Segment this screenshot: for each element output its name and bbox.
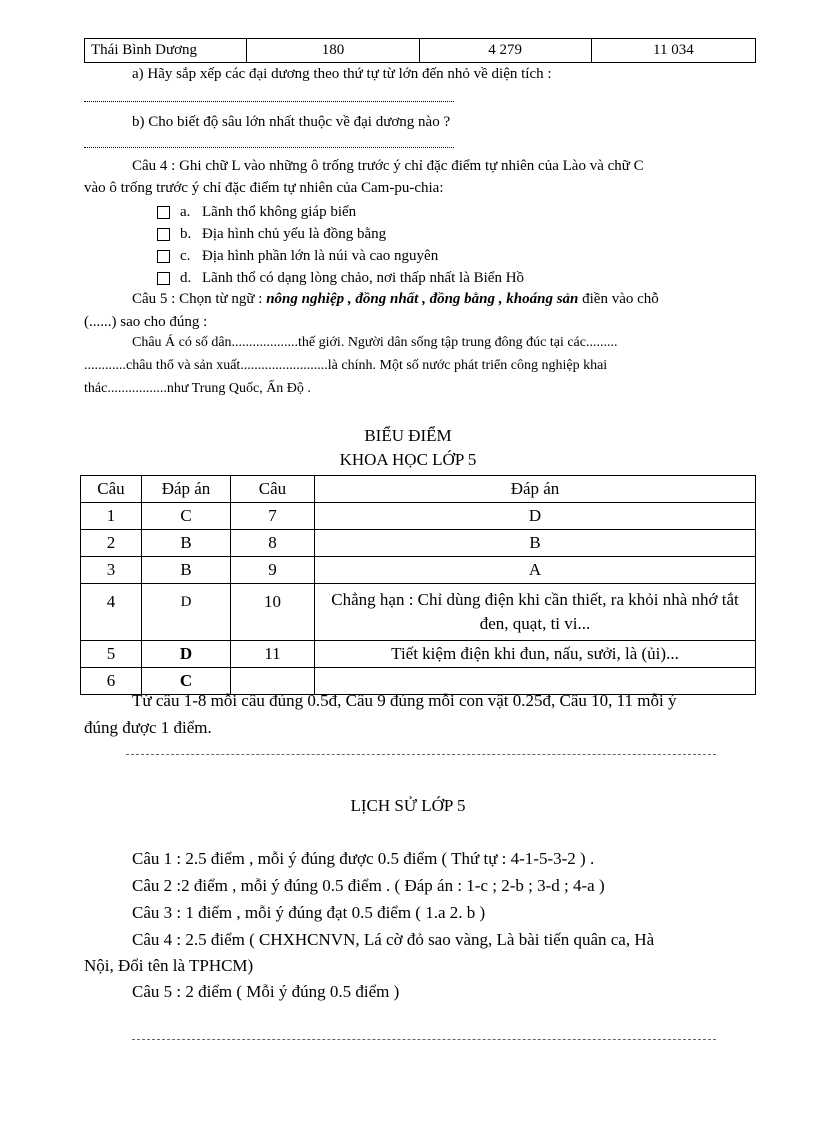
header-cell: Đáp án xyxy=(142,476,231,503)
fill-blank-line2: ............châu thổ và sản xuất.........................là chính. Một số nước phát triển công nghiệp khai xyxy=(84,358,608,373)
history-answer-5: Câu 5 : 2 điểm ( Mỗi ý đúng 0.5 điểm ) xyxy=(132,982,400,1001)
checkbox-icon[interactable] xyxy=(157,250,170,263)
question-5-line1: Câu 5 : Chọn từ ngữ : nông nghiệp , đồng nhất , đồng bằng , khoáng sản điền vào chỗ xyxy=(132,291,659,307)
question-4-line2: vào ô trống trước ý chỉ đặc điểm tự nhiên của Cam-pu-chia: xyxy=(84,180,444,196)
science-note-line1: Từ câu 1-8 mỗi câu đúng 0.5đ, Câu 9 đúng mỗi con vật 0.25đ, Câu 10, 11 mỗi ý xyxy=(132,691,677,710)
fill-blank-line3: thác.................như Trung Quốc, Ấn Độ . xyxy=(84,381,311,396)
table-row xyxy=(85,39,756,63)
table-row xyxy=(81,641,756,668)
question-cell: 5 xyxy=(81,641,142,668)
answer-cell: D xyxy=(315,503,756,530)
answer-cell: A xyxy=(315,557,756,584)
score-title: BIỂU ĐIỂM xyxy=(364,426,452,445)
answer-cell: D xyxy=(142,641,231,668)
ocean-name-cell: Thái Bình Dương xyxy=(85,39,247,63)
ocean-area-cell: 180 xyxy=(247,39,419,63)
answer-line-3b xyxy=(84,147,454,148)
fill-blank-line1: Châu Á có số dân...................thế giới. Người dân sống tập trung đông đúc tại các......... xyxy=(132,335,618,350)
question-cell: 8 xyxy=(231,530,315,557)
history-answer-4-line2: Nội, Đổi tên là TPHCM) xyxy=(84,956,254,975)
divider xyxy=(126,754,716,755)
checkbox-icon[interactable] xyxy=(157,206,170,219)
question-cell: 7 xyxy=(231,503,315,530)
header-cell: Câu xyxy=(81,476,142,503)
answer-cell: B xyxy=(142,557,231,584)
table-row xyxy=(81,503,756,530)
question-4-line1: Câu 4 : Ghi chữ L vào những ô trống trước ý chỉ đặc điểm tự nhiên của Lào và chữ C xyxy=(132,158,644,174)
answer-cell: C xyxy=(142,503,231,530)
question-cell: 1 xyxy=(81,503,142,530)
table-row xyxy=(81,557,756,584)
answer-cell: Chẳng hạn : Chỉ dùng điện khi cần thiết, ra khỏi nhà nhớ tắt đen, quạt, ti vi... xyxy=(315,584,756,641)
question-cell: 3 xyxy=(81,557,142,584)
divider xyxy=(132,1039,716,1040)
header-cell: Đáp án xyxy=(315,476,756,503)
question-3a: a) Hãy sắp xếp các đại dương theo thứ tự từ lớn đến nhỏ về diện tích : xyxy=(132,66,552,82)
question-cell: 11 xyxy=(231,641,315,668)
science-title: KHOA HỌC LỚP 5 xyxy=(339,450,477,469)
option-d[interactable]: d. Lãnh thổ có dạng lòng chảo, nơi thấp nhất là Biển Hồ xyxy=(157,268,524,288)
table-header-row xyxy=(81,476,756,503)
history-answer-2: Câu 2 :2 điểm , mỗi ý đúng 0.5 điểm . ( Đáp án : 1-c ; 2-b ; 3-d ; 4-a ) xyxy=(132,876,605,895)
header-cell: Câu xyxy=(231,476,315,503)
science-answer-table xyxy=(80,475,756,695)
table-row xyxy=(81,530,756,557)
history-answer-3: Câu 3 : 1 điểm , mỗi ý đúng đạt 0.5 điểm ( 1.a 2. b ) xyxy=(132,903,486,922)
answer-cell: B xyxy=(315,530,756,557)
history-title: LỊCH SỬ LỚP 5 xyxy=(350,796,466,815)
question-cell: 9 xyxy=(231,557,315,584)
answer-cell: B xyxy=(142,530,231,557)
answer-line-3a xyxy=(84,101,454,102)
question-5-line2: (......) sao cho đúng : xyxy=(84,314,208,330)
question-3b: b) Cho biết độ sâu lớn nhất thuộc về đại dương nào ? xyxy=(132,114,451,130)
answer-cell: C xyxy=(142,668,231,695)
checkbox-icon[interactable] xyxy=(157,228,170,241)
checkbox-icon[interactable] xyxy=(157,272,170,285)
table-row xyxy=(81,584,756,641)
option-b[interactable]: b. Địa hình chủ yếu là đồng bằng xyxy=(157,224,386,244)
answer-cell: Tiết kiệm điện khi đun, nấu, sưởi, là (ủi)... xyxy=(315,641,756,668)
question-cell: 6 xyxy=(81,668,142,695)
option-c[interactable]: c. Địa hình phần lớn là núi và cao nguyên xyxy=(157,246,438,266)
question-cell: 10 xyxy=(231,584,315,641)
ocean-max-depth-cell: 11 034 xyxy=(591,39,755,63)
ocean-avg-depth-cell: 4 279 xyxy=(419,39,591,63)
answer-cell: D xyxy=(142,584,231,641)
question-cell: 2 xyxy=(81,530,142,557)
question-cell: 4 xyxy=(81,584,142,641)
history-answer-4-line1: Câu 4 : 2.5 điểm ( CHXHCNVN, Lá cờ đỏ sao vàng, Là bài tiến quân ca, Hà xyxy=(132,930,655,949)
option-a[interactable]: a. Lãnh thổ không giáp biển xyxy=(157,202,356,222)
ocean-table xyxy=(84,38,756,63)
history-answer-1: Câu 1 : 2.5 điểm , mỗi ý đúng được 0.5 điểm ( Thứ tự : 4-1-5-3-2 ) . xyxy=(132,849,595,868)
science-note-line2: đúng được 1 điểm. xyxy=(84,718,212,737)
